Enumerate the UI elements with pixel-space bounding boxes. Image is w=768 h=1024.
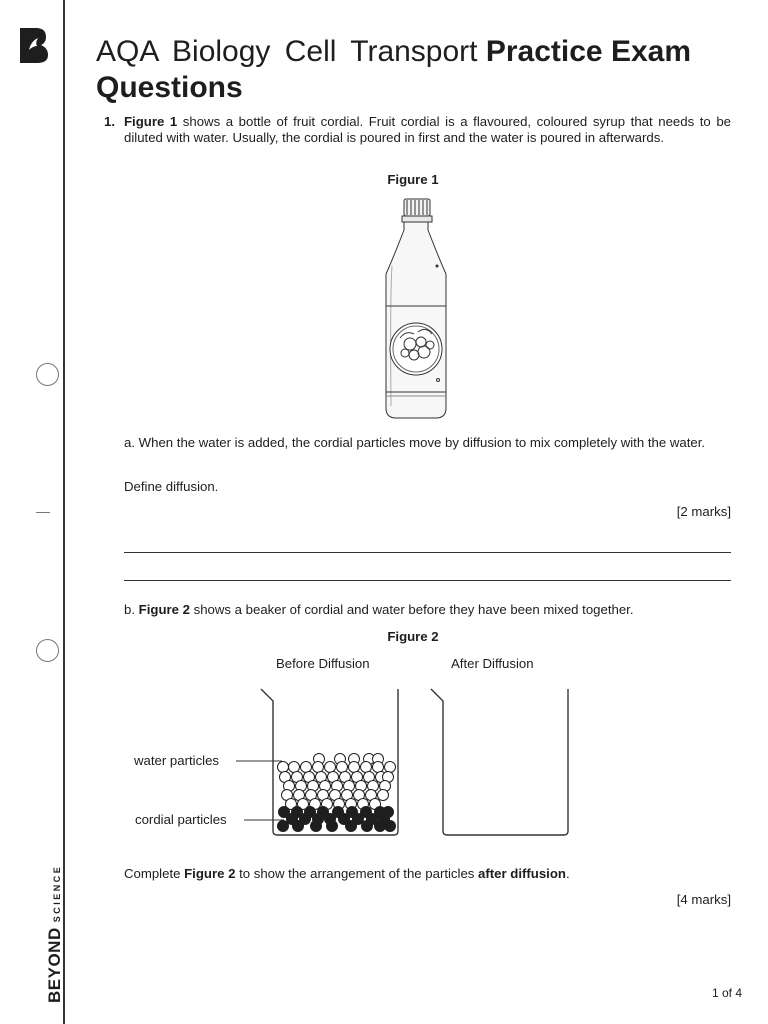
figure2-beakers: [230, 685, 590, 845]
cordial-particles-label: cordial particles: [135, 812, 227, 827]
water-particles-label: water particles: [134, 753, 220, 768]
after-diffusion-label: After Diffusion: [451, 656, 534, 671]
water-particle: [373, 762, 384, 773]
cordial-particle: [385, 821, 396, 832]
cordial-particle: [327, 821, 338, 832]
part-b-bold: Figure 2: [138, 602, 190, 617]
cordial-particle: [346, 821, 357, 832]
part-b-prefix: b.: [124, 602, 139, 617]
water-particle: [361, 762, 372, 773]
part-b-marks: [4 marks]: [676, 892, 731, 907]
title-light: AQA Biology Cell Transport: [96, 35, 478, 68]
cordial-particle: [278, 821, 289, 832]
intro-bold: Figure 1: [124, 114, 178, 129]
figure2-label: Figure 2: [387, 629, 439, 644]
water-particle: [325, 762, 336, 773]
punch-hole-bottom: [36, 639, 59, 662]
complete-instruction: [124, 866, 731, 882]
complete-bold-after: after diffusion: [478, 866, 566, 881]
water-particle: [278, 762, 289, 773]
question-intro: [124, 114, 731, 146]
beyond-b-logo-icon: [16, 26, 50, 64]
figure1-label: Figure 1: [387, 172, 439, 187]
water-particle: [385, 762, 396, 773]
complete-prefix: Complete: [124, 866, 185, 881]
part-a-text: a. When the water is added, the cordial particles move by diffusion to mix completely with the water.: [124, 435, 706, 450]
complete-end: .: [565, 866, 570, 881]
brand-name: BEYOND: [45, 927, 64, 1003]
water-particle: [378, 790, 389, 801]
water-particle: [313, 762, 324, 773]
punch-hole-top: [36, 363, 59, 386]
cordial-particle: [311, 821, 322, 832]
page-title: [96, 34, 732, 106]
question-number: 1.: [104, 114, 115, 129]
cordial-particle: [375, 821, 386, 832]
cordial-particle: [362, 821, 373, 832]
cordial-particle: [293, 821, 304, 832]
beaker-after: [431, 689, 568, 835]
brand-vertical: [10, 864, 64, 1005]
part-a-marks: [2 marks]: [676, 504, 731, 519]
part-b-text: [124, 602, 731, 618]
complete-mid: to show the arrangement of the particles: [235, 866, 479, 881]
page-number: 1 of 4: [711, 986, 742, 1000]
water-particle: [289, 762, 300, 773]
answer-line-1[interactable]: [124, 552, 731, 553]
title-bold: Practice Exam Questions: [96, 35, 691, 104]
part-a-prompt: Define diffusion.: [124, 479, 219, 494]
cordial-bottle-icon: [378, 196, 454, 424]
intro-text: shows a bottle of fruit cordial. Fruit cordial is a flavoured, coloured syrup that needs to be diluted with water. Usually, the cordial is poured in first and the water is poured in afterwards.: [124, 114, 731, 145]
water-particle: [337, 762, 348, 773]
brand-sub: SCIENCE: [52, 864, 62, 923]
water-particle: [301, 762, 312, 773]
before-diffusion-label: Before Diffusion: [276, 656, 370, 671]
water-particle: [349, 762, 360, 773]
complete-bold-figure: Figure 2: [184, 866, 236, 881]
answer-line-2[interactable]: [124, 580, 731, 581]
fold-mark: [36, 512, 50, 513]
part-b-body: shows a beaker of cordial and water before they have been mixed together.: [189, 602, 634, 617]
